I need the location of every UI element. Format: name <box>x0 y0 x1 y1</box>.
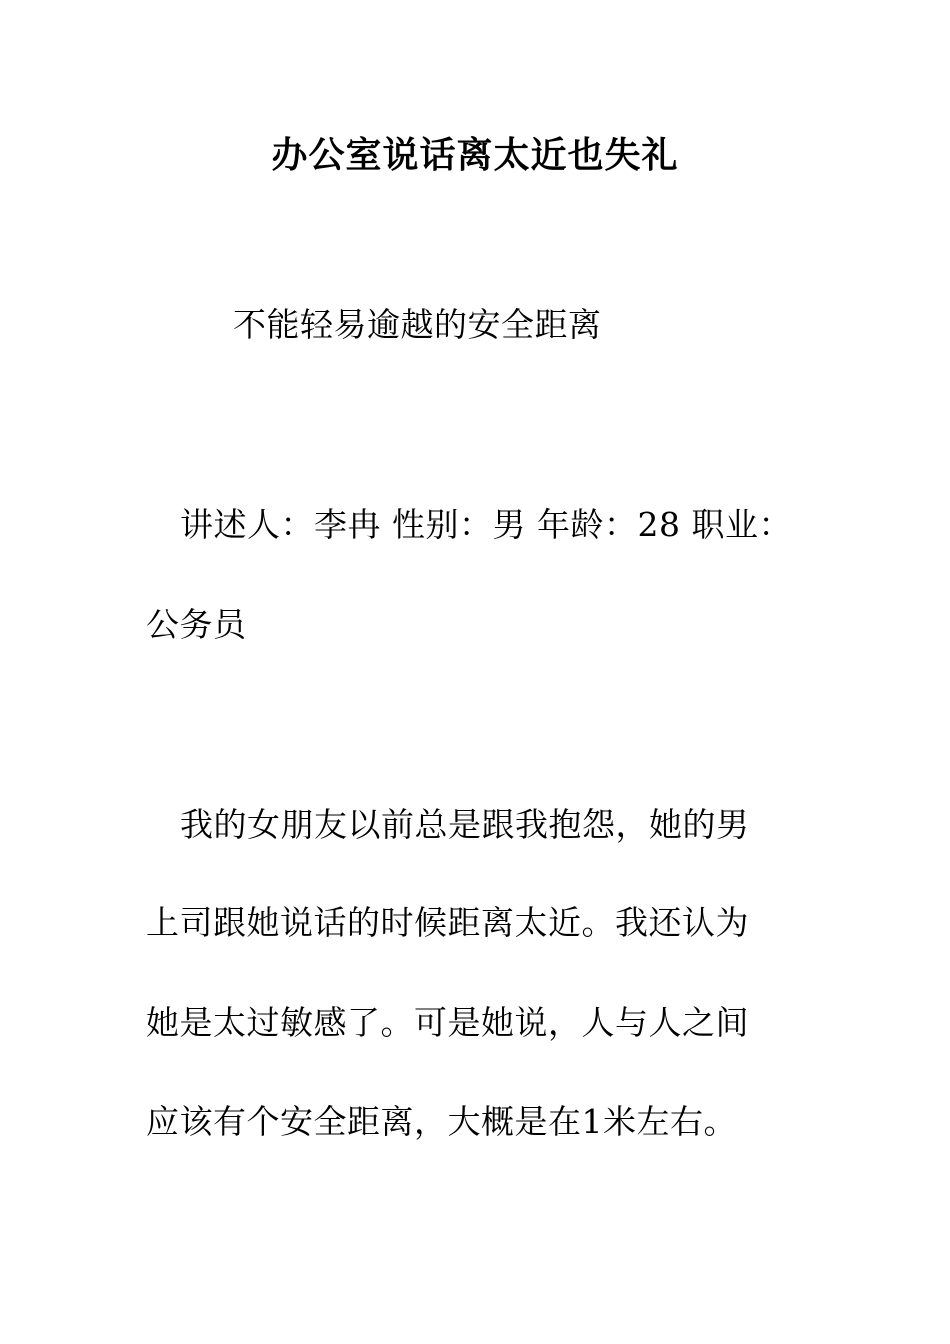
body-line: 上司跟她说话的时候距离太近。我还认为 <box>146 903 749 942</box>
body-line: 应该有个安全距离，大概是在1米左右。 <box>146 1102 737 1141</box>
document-title: 办公室说话离太近也失礼 <box>271 134 679 176</box>
narrator-info-line-1: 讲述人：李冉 性别：男 年龄：28 职业： <box>180 505 792 544</box>
body-line: 她是太过敏感了。可是她说，人与人之间 <box>146 1003 749 1042</box>
narrator-info-line-2: 公务员 <box>146 605 247 644</box>
document-subtitle: 不能轻易逾越的安全距离 <box>233 305 602 344</box>
body-line: 我的女朋友以前总是跟我抱怨，她的男 <box>180 805 750 844</box>
